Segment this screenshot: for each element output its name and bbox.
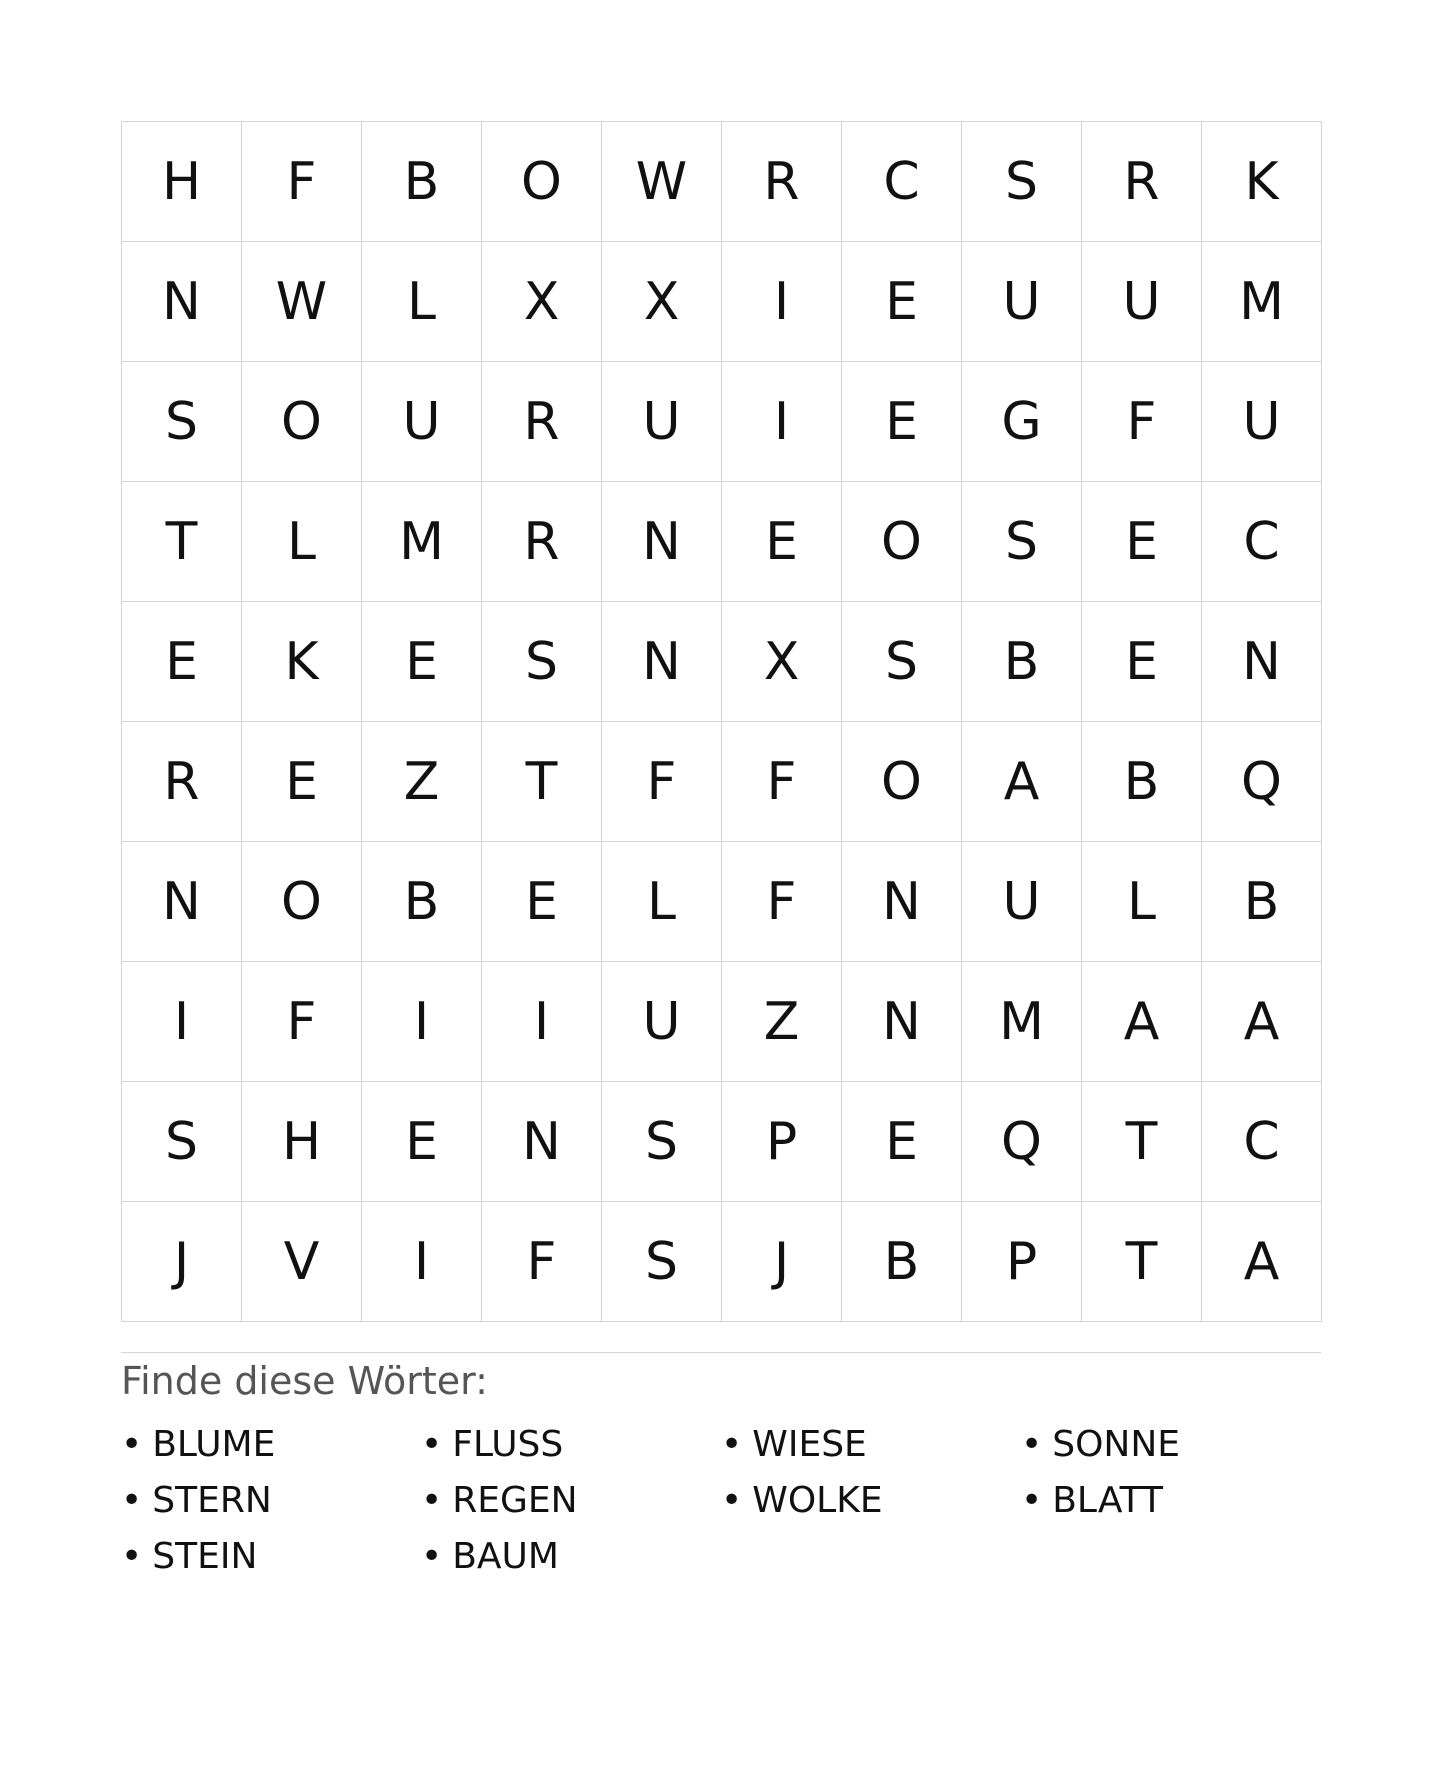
grid-cell[interactable]: E [842,362,962,482]
grid-cell[interactable]: Z [722,962,842,1082]
grid-cell[interactable]: O [482,122,602,242]
grid-cell[interactable]: N [602,482,722,602]
grid-cell[interactable]: E [722,482,842,602]
word-label: BLATT [1052,1480,1163,1521]
grid-cell[interactable]: I [362,1202,482,1322]
grid-cell[interactable]: E [842,242,962,362]
grid-cell[interactable]: R [482,482,602,602]
word-list-item [421,1529,721,1585]
grid-cell[interactable]: W [242,242,362,362]
grid-cell[interactable]: E [122,602,242,722]
grid-cell[interactable]: Z [362,722,482,842]
grid-cell[interactable]: L [602,842,722,962]
grid-cell[interactable]: S [842,602,962,722]
grid-cell[interactable]: F [722,842,842,962]
word-search-page [121,121,1321,1585]
grid-cell[interactable]: J [122,1202,242,1322]
grid-cell[interactable]: F [602,722,722,842]
grid-cell[interactable]: F [722,722,842,842]
grid-cell[interactable]: I [122,962,242,1082]
bullet-icon: • [721,1480,743,1521]
grid-cell[interactable]: F [482,1202,602,1322]
word-list-item [721,1473,1021,1529]
grid-cell[interactable]: O [242,362,362,482]
word-list-item [121,1417,421,1473]
word-label: REGEN [452,1480,578,1521]
word-list-item [1021,1473,1321,1529]
bullet-icon: • [421,1424,443,1465]
grid-cell[interactable]: R [1082,122,1202,242]
grid-cell[interactable]: K [242,602,362,722]
grid-cell[interactable]: A [1202,1202,1322,1322]
word-label: BAUM [452,1536,559,1577]
grid-cell[interactable]: Q [1202,722,1322,842]
grid-cell[interactable]: P [962,1202,1082,1322]
grid-cell[interactable]: F [242,122,362,242]
grid-cell[interactable]: U [602,962,722,1082]
word-list-item [121,1529,421,1585]
grid-cell[interactable]: L [362,242,482,362]
grid-cell[interactable]: N [482,1082,602,1202]
grid-cell[interactable]: N [602,602,722,722]
word-list-item [421,1417,721,1473]
grid-cell[interactable]: U [962,242,1082,362]
grid-cell[interactable]: N [1202,602,1322,722]
grid-cell[interactable]: I [362,962,482,1082]
letter-grid [121,121,1322,1322]
grid-cell[interactable]: B [1202,842,1322,962]
grid-cell[interactable]: T [1082,1082,1202,1202]
bullet-icon: • [1021,1480,1043,1521]
bullet-icon: • [121,1424,143,1465]
grid-cell[interactable]: N [842,842,962,962]
grid-cell[interactable]: A [962,722,1082,842]
grid-cell[interactable]: T [482,722,602,842]
grid-cell[interactable]: B [1082,722,1202,842]
word-list-item [721,1417,1021,1473]
grid-cell[interactable]: U [962,842,1082,962]
grid-cell[interactable]: N [842,962,962,1082]
grid-cell[interactable]: R [722,122,842,242]
grid-cell[interactable]: E [242,722,362,842]
grid-cell[interactable]: X [482,242,602,362]
grid-cell[interactable]: C [842,122,962,242]
grid-cell[interactable]: X [602,242,722,362]
grid-cell[interactable]: T [1082,1202,1202,1322]
grid-cell[interactable]: C [1202,482,1322,602]
grid-cell[interactable]: H [122,122,242,242]
word-list-item [421,1473,721,1529]
word-label: STERN [152,1480,272,1521]
grid-cell[interactable]: E [482,842,602,962]
bullet-icon: • [421,1536,443,1577]
grid-cell[interactable]: S [962,122,1082,242]
grid-cell[interactable]: H [242,1082,362,1202]
grid-cell[interactable]: U [602,362,722,482]
grid-cell[interactable]: L [1082,842,1202,962]
grid-cell[interactable]: O [842,482,962,602]
word-label: BLUME [152,1424,276,1465]
grid-cell[interactable]: M [962,962,1082,1082]
grid-cell[interactable]: U [1082,242,1202,362]
grid-cell[interactable]: S [482,602,602,722]
grid-cell[interactable]: Q [962,1082,1082,1202]
word-list [121,1417,1321,1585]
word-label: STEIN [152,1536,258,1577]
grid-cell[interactable]: A [1082,962,1202,1082]
grid-cell[interactable]: J [722,1202,842,1322]
grid-cell[interactable]: L [242,482,362,602]
bullet-icon: • [421,1480,443,1521]
grid-cell[interactable]: N [122,242,242,362]
word-list-title: Finde diese Wörter: [121,1359,488,1403]
grid-cell[interactable]: F [242,962,362,1082]
divider [121,1352,1321,1353]
grid-cell[interactable]: G [962,362,1082,482]
grid-cell[interactable]: W [602,122,722,242]
word-label: WIESE [752,1424,867,1465]
grid-cell[interactable]: O [842,722,962,842]
grid-cell[interactable]: M [1202,242,1322,362]
grid-cell[interactable]: A [1202,962,1322,1082]
grid-cell[interactable]: I [722,362,842,482]
bullet-icon: • [1021,1424,1043,1465]
grid-cell[interactable]: F [1082,362,1202,482]
word-label: SONNE [1052,1424,1181,1465]
grid-cell[interactable]: S [962,482,1082,602]
grid-cell[interactable]: U [362,362,482,482]
grid-cell[interactable]: N [122,842,242,962]
grid-cell[interactable]: P [722,1082,842,1202]
grid-cell[interactable]: M [362,482,482,602]
grid-cell[interactable]: I [722,242,842,362]
grid-cell[interactable]: C [1202,1082,1322,1202]
bullet-icon: • [121,1536,143,1577]
word-list-item [1021,1417,1321,1473]
word-label: WOLKE [752,1480,883,1521]
grid-cell[interactable]: B [962,602,1082,722]
grid-cell[interactable]: E [362,1082,482,1202]
grid-cell[interactable]: K [1202,122,1322,242]
grid-cell[interactable]: B [842,1202,962,1322]
grid-cell[interactable]: S [122,362,242,482]
bullet-icon: • [121,1480,143,1521]
grid-cell[interactable]: R [482,362,602,482]
word-list-item [121,1473,421,1529]
word-label: FLUSS [452,1424,564,1465]
grid-cell[interactable]: E [842,1082,962,1202]
grid-cell[interactable]: X [722,602,842,722]
grid-cell[interactable]: B [362,842,482,962]
grid-cell[interactable]: S [602,1082,722,1202]
grid-cell[interactable]: U [1202,362,1322,482]
grid-cell[interactable]: T [122,482,242,602]
grid-cell[interactable]: E [1082,482,1202,602]
grid-cell[interactable]: S [602,1202,722,1322]
grid-cell[interactable]: I [482,962,602,1082]
grid-cell[interactable]: E [362,602,482,722]
grid-cell[interactable]: B [362,122,482,242]
grid-cell[interactable]: V [242,1202,362,1322]
grid-cell[interactable]: E [1082,602,1202,722]
grid-cell[interactable]: S [122,1082,242,1202]
bullet-icon: • [721,1424,743,1465]
grid-cell[interactable]: O [242,842,362,962]
grid-cell[interactable]: R [122,722,242,842]
